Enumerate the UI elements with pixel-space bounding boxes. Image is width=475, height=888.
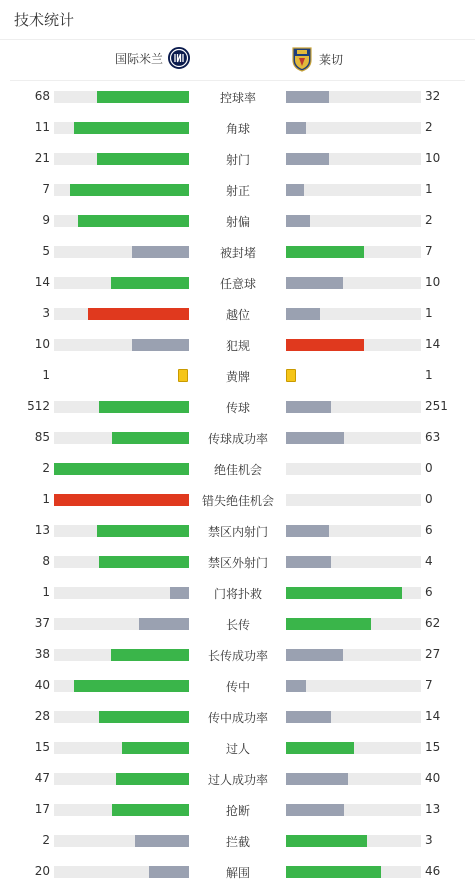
- home-bar-track: [54, 91, 189, 103]
- stat-label: 禁区外射门: [207, 556, 268, 570]
- away-value: 10: [425, 151, 441, 165]
- away-bar-fill: [286, 246, 364, 258]
- home-value: 10: [34, 337, 50, 351]
- home-bar-track: [54, 308, 189, 320]
- stat-row: [0, 205, 475, 236]
- home-bar-track: [54, 122, 189, 134]
- away-bar-track: [286, 308, 421, 320]
- home-value: 1: [42, 585, 50, 599]
- away-bar-track: [286, 525, 421, 537]
- home-bar-fill: [74, 122, 189, 134]
- home-value: 15: [34, 740, 50, 754]
- away-bar-track: [286, 618, 421, 630]
- home-bar-fill: [54, 494, 189, 506]
- away-value: 46: [425, 864, 441, 878]
- home-value: 1: [42, 492, 50, 506]
- home-value: 28: [34, 709, 50, 723]
- away-bar-track: [286, 835, 421, 847]
- away-bar-fill: [286, 742, 354, 754]
- home-bar-fill: [170, 587, 189, 599]
- stat-label: 黄牌: [225, 370, 250, 384]
- away-bar-fill: [286, 711, 331, 723]
- stat-label: 长传: [225, 618, 250, 632]
- away-bar-fill: [286, 618, 371, 630]
- away-value: 7: [425, 244, 433, 258]
- page-title: 技术统计: [14, 11, 75, 29]
- away-team[interactable]: [291, 46, 343, 72]
- home-bar-fill: [97, 91, 189, 103]
- away-bar-track: [286, 91, 421, 103]
- stat-row: [0, 143, 475, 174]
- away-bar-fill: [286, 184, 304, 196]
- away-value: 1: [425, 306, 433, 320]
- away-bar-track: [286, 432, 421, 444]
- home-bar-track: [54, 246, 189, 258]
- home-bar-fill: [99, 711, 189, 723]
- home-bar-fill: [112, 804, 189, 816]
- away-value: 14: [425, 709, 441, 723]
- stat-row: [0, 670, 475, 701]
- stat-label: 任意球: [219, 277, 256, 291]
- home-bar-fill: [54, 463, 189, 475]
- away-value: 4: [425, 554, 433, 568]
- home-value: 2: [42, 833, 50, 847]
- stat-label: 禁区内射门: [207, 525, 268, 539]
- away-bar-fill: [286, 401, 331, 413]
- home-bar-track: [54, 401, 189, 413]
- away-bar-track: [286, 277, 421, 289]
- away-bar-fill: [286, 122, 306, 134]
- stat-row: [0, 298, 475, 329]
- home-bar-track: [54, 339, 189, 351]
- home-bar-fill: [78, 215, 189, 227]
- away-bar-fill: [286, 649, 343, 661]
- teams-row: [10, 40, 465, 81]
- away-bar-track: [286, 184, 421, 196]
- away-bar-fill: [286, 432, 344, 444]
- home-bar-track: [54, 711, 189, 723]
- home-bar-track: [54, 432, 189, 444]
- home-bar-track: [54, 184, 189, 196]
- home-value: 20: [34, 864, 50, 878]
- home-bar-fill: [116, 773, 189, 785]
- stat-row: [0, 515, 475, 546]
- stat-row: [0, 577, 475, 608]
- stat-label: 越位: [225, 308, 250, 322]
- inter-logo-icon: [168, 47, 190, 69]
- home-value: 14: [34, 275, 50, 289]
- away-value: 32: [425, 89, 441, 103]
- away-bar-track: [286, 804, 421, 816]
- away-value: 27: [425, 647, 441, 661]
- home-bar-track: [54, 525, 189, 537]
- home-value: 38: [34, 647, 50, 661]
- home-bar-track: [54, 804, 189, 816]
- stat-row: [0, 112, 475, 143]
- stat-row: [0, 825, 475, 856]
- away-bar-track: [286, 680, 421, 692]
- home-value: 3: [42, 306, 50, 320]
- stat-row: [0, 453, 475, 484]
- yellow-card-icon: [286, 369, 296, 382]
- away-bar-track: [286, 463, 421, 475]
- home-bar-fill: [97, 525, 189, 537]
- home-bar-track: [54, 742, 189, 754]
- away-value: 2: [425, 120, 433, 134]
- stat-row: [0, 794, 475, 825]
- stat-label: 传球成功率: [207, 432, 268, 446]
- away-bar-track: [286, 215, 421, 227]
- away-bar-fill: [286, 773, 348, 785]
- away-bar-fill: [286, 215, 310, 227]
- home-bar-fill: [111, 277, 189, 289]
- away-value: 1: [425, 182, 433, 196]
- home-value: 37: [34, 616, 50, 630]
- stat-row: [0, 701, 475, 732]
- away-value: 1: [425, 368, 433, 382]
- away-value: 14: [425, 337, 441, 351]
- stats-list: [0, 81, 475, 887]
- home-bar-fill: [132, 246, 189, 258]
- home-value: 5: [42, 244, 50, 258]
- home-bar-track: [54, 618, 189, 630]
- yellow-card-icon: [178, 369, 188, 382]
- lecce-logo-icon: [291, 46, 313, 72]
- stat-row: [0, 236, 475, 267]
- away-bar-track: [286, 153, 421, 165]
- stat-label: 角球: [225, 122, 250, 136]
- home-bar-fill: [99, 401, 189, 413]
- home-value: 85: [34, 430, 50, 444]
- home-bar-track: [54, 866, 189, 878]
- away-bar-track: [286, 556, 421, 568]
- home-bar-fill: [135, 835, 189, 847]
- stat-row: [0, 639, 475, 670]
- away-bar-fill: [286, 680, 306, 692]
- stat-row: [0, 546, 475, 577]
- home-bar-track: [54, 649, 189, 661]
- away-bar-track: [286, 246, 421, 258]
- stat-row: [0, 329, 475, 360]
- stat-label: 门将扑救: [213, 587, 262, 601]
- home-team[interactable]: [115, 47, 190, 69]
- away-bar-track: [286, 122, 421, 134]
- stat-label: 射偏: [225, 215, 250, 229]
- away-bar-track: [286, 742, 421, 754]
- away-value: 0: [425, 461, 433, 475]
- stat-row: [0, 360, 475, 391]
- home-bar-fill: [74, 680, 189, 692]
- away-bar-fill: [286, 804, 344, 816]
- stat-row: [0, 422, 475, 453]
- away-bar-fill: [286, 866, 381, 878]
- away-bar-track: [286, 494, 421, 506]
- away-bar-fill: [286, 153, 329, 165]
- stats-header: [0, 0, 475, 40]
- stat-label: 传中成功率: [207, 711, 268, 725]
- home-bar-fill: [88, 308, 189, 320]
- away-value: 6: [425, 585, 433, 599]
- stat-row: [0, 81, 475, 112]
- home-value: 17: [34, 802, 50, 816]
- away-value: 15: [425, 740, 441, 754]
- stat-row: [0, 174, 475, 205]
- away-bar-fill: [286, 91, 329, 103]
- away-bar-track: [286, 339, 421, 351]
- away-bar-track: [286, 401, 421, 413]
- away-bar-fill: [286, 308, 320, 320]
- away-bar-fill: [286, 556, 331, 568]
- stat-label: 射正: [225, 184, 250, 198]
- stat-row: [0, 732, 475, 763]
- away-bar-track: [286, 773, 421, 785]
- away-value: 0: [425, 492, 433, 506]
- home-team-name: 国际米兰: [114, 51, 163, 66]
- home-bar-track: [54, 835, 189, 847]
- away-value: 10: [425, 275, 441, 289]
- home-value: 7: [42, 182, 50, 196]
- home-bar-fill: [99, 556, 189, 568]
- away-bar-fill: [286, 835, 367, 847]
- stat-row: [0, 484, 475, 515]
- away-value: 40: [425, 771, 441, 785]
- away-value: 7: [425, 678, 433, 692]
- away-value: 62: [425, 616, 441, 630]
- away-value: 13: [425, 802, 441, 816]
- away-bar-fill: [286, 525, 329, 537]
- away-bar-track: [286, 649, 421, 661]
- away-bar-fill: [286, 587, 402, 599]
- home-value: 9: [42, 213, 50, 227]
- home-bar-track: [54, 494, 189, 506]
- away-value: 251: [425, 399, 448, 413]
- home-bar-fill: [139, 618, 189, 630]
- stat-label: 抢断: [225, 804, 250, 818]
- stat-label: 传球: [225, 401, 250, 415]
- home-value: 21: [34, 151, 50, 165]
- home-bar-fill: [97, 153, 189, 165]
- home-value: 2: [42, 461, 50, 475]
- stat-row: [0, 856, 475, 887]
- home-value: 1: [42, 368, 50, 382]
- away-value: 6: [425, 523, 433, 537]
- stat-row: [0, 267, 475, 298]
- stat-label: 过人成功率: [207, 773, 268, 787]
- home-bar-track: [54, 277, 189, 289]
- home-value: 13: [34, 523, 50, 537]
- stat-label: 过人: [225, 742, 250, 756]
- away-team-name: 莱切: [319, 52, 344, 67]
- away-bar-track: [286, 711, 421, 723]
- away-bar-fill: [286, 277, 343, 289]
- stat-label: 长传成功率: [207, 649, 268, 663]
- stat-label: 绝佳机会: [213, 463, 262, 477]
- home-bar-track: [54, 556, 189, 568]
- stat-label: 控球率: [219, 91, 256, 105]
- home-value: 512: [27, 399, 50, 413]
- away-value: 63: [425, 430, 441, 444]
- home-value: 47: [34, 771, 50, 785]
- home-bar-fill: [111, 649, 189, 661]
- away-value: 3: [425, 833, 433, 847]
- stat-label: 被封堵: [219, 246, 256, 260]
- away-bar-fill: [286, 339, 364, 351]
- away-bar-track: [286, 866, 421, 878]
- home-bar-track: [54, 773, 189, 785]
- stat-row: [0, 391, 475, 422]
- away-value: 2: [425, 213, 433, 227]
- home-value: 8: [42, 554, 50, 568]
- stat-label: 解围: [225, 866, 250, 880]
- home-bar-fill: [132, 339, 189, 351]
- home-bar-track: [54, 587, 189, 599]
- stat-row: [0, 763, 475, 794]
- home-bar-track: [54, 215, 189, 227]
- stat-label: 射门: [225, 153, 250, 167]
- home-bar-track: [54, 463, 189, 475]
- home-bar-fill: [112, 432, 189, 444]
- stat-row: [0, 608, 475, 639]
- stat-label: 犯规: [225, 339, 250, 353]
- home-bar-fill: [149, 866, 190, 878]
- home-bar-fill: [70, 184, 189, 196]
- home-bar-track: [54, 680, 189, 692]
- stat-label: 错失绝佳机会: [201, 494, 274, 508]
- stat-label: 拦截: [225, 835, 250, 849]
- stat-label: 传中: [225, 680, 250, 694]
- home-value: 11: [34, 120, 50, 134]
- home-value: 68: [34, 89, 50, 103]
- away-bar-track: [286, 587, 421, 599]
- home-bar-fill: [122, 742, 190, 754]
- home-bar-track: [54, 153, 189, 165]
- home-value: 40: [34, 678, 50, 692]
